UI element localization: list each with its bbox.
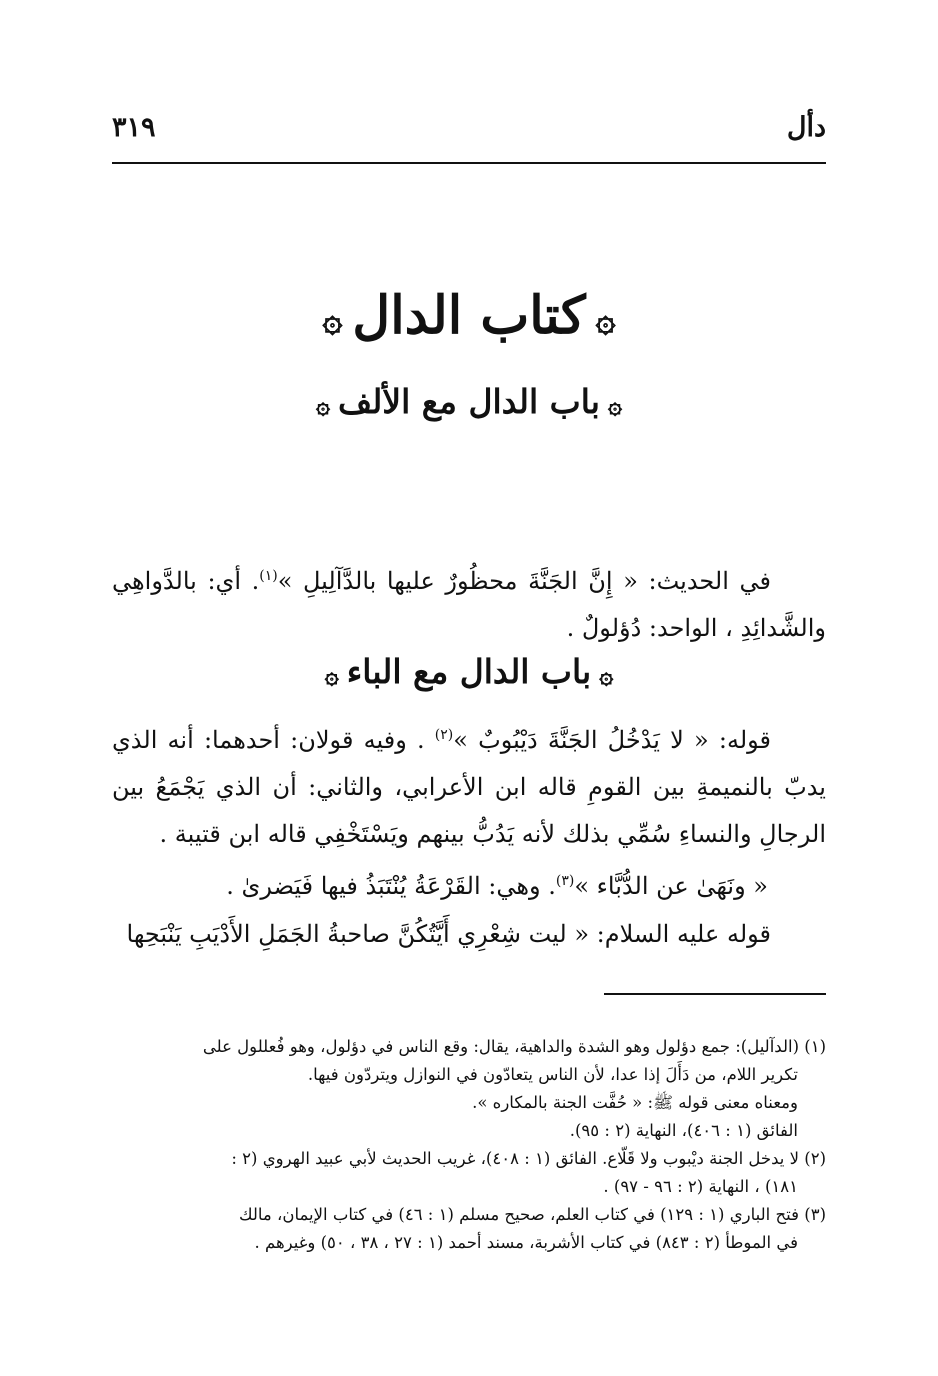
- footnote-1: [112, 1033, 826, 1145]
- ornament-icon: ۞: [324, 659, 339, 689]
- footnote-line: (٢) لا يدخل الجنة ديْبوب ولا قَلّاع. الفائق (١ : ٤٠٨)، غريب الحديث لأبي عبيد الهروي (٢ :: [231, 1149, 826, 1168]
- running-title: دأل: [786, 112, 826, 143]
- paragraph-text: « ونَهَىٰ عن الدُّبَّاء »: [574, 872, 768, 900]
- book-title: [0, 285, 938, 346]
- footnote-line: في الموطأ (٢ : ٨٤٣) في كتاب الأشربة، مسند أحمد (١ : ٢٧ ، ٣٨ ، ٥٠) وغيرهم .: [254, 1233, 798, 1252]
- footnote-line: (١) (الدآليل): جمع دؤلول وهو الشدة والداهية، يقال: وقع الناس في دؤلول، وهو فُعللول على: [202, 1037, 826, 1056]
- paragraph-daybub: [112, 712, 826, 858]
- section-title-ba: [0, 652, 938, 691]
- paragraph-daalil: [112, 553, 826, 652]
- footnote-3: [112, 1201, 826, 1257]
- footnote-line: تكرير اللام، من دَأَلَ إذا عدا، لأن الناس يتعادّون في النوازل ويتردّون فيها.: [307, 1065, 798, 1084]
- footnote-ref: (٢): [434, 727, 454, 743]
- footnote-line: الفائق (١ : ٤٠٦)، النهاية (٢ : ٩٥).: [569, 1121, 798, 1140]
- ornament-icon: ۞: [315, 389, 331, 419]
- footnote-line: ١٨١) ، النهاية (٢ : ٩٦ - ٩٧) .: [603, 1177, 798, 1196]
- book-title-text: كتاب الدال: [352, 285, 586, 346]
- paragraph-adyab: [112, 911, 826, 958]
- paragraph-text: . أي: بالدَّواهِي والشَّدائِدِ ، الواحد: دُؤلولٌ .: [112, 567, 826, 642]
- header-divider: [112, 162, 826, 164]
- footnote-2: [112, 1145, 826, 1201]
- paragraph-text: قوله عليه السلام: « ليت شِعْرِي أَيَّتُكُنَّ صاحبةُ الجَمَلِ الأَدْيَبِ يَنْبَحِها: [126, 920, 771, 948]
- footnote-line: ومعناه معنى قوله ﷺ: « حُفَّت الجنة بالمكاره ».: [472, 1093, 798, 1112]
- paragraph-text: في الحديث: « إِنَّ الجَنَّةَ محظُورٌ عليها بالدَّآلِيلِ »: [277, 567, 771, 595]
- ornament-icon: ۞: [595, 300, 616, 340]
- paragraph-dubba: [112, 858, 768, 910]
- paragraph-text: . وفيه قولان: أحدهما: أنه الذي يدبّ بالنميمةِ بين القومِ قاله ابن الأعرابي، والثاني: أن الذي يَجْمَعُ بين الرجالِ والنساءِ سُمِّي بذلك لأنه يَدُبُّ بينهم ويَسْتَخْفِي قاله ابن قتيبة .: [112, 726, 826, 848]
- ornament-icon: ۞: [607, 389, 623, 419]
- page-number: ٣١٩: [112, 112, 156, 143]
- ornament-icon: ۞: [599, 659, 614, 689]
- section-title-text: باب الدال مع الألف: [338, 382, 600, 421]
- footnotes: [112, 1033, 826, 1257]
- footnote-ref: (٣): [555, 873, 575, 889]
- ornament-icon: ۞: [322, 300, 343, 340]
- footnote-ref: (١): [259, 568, 278, 584]
- section-title-alif: [0, 382, 938, 421]
- paragraph-text: . وهي: القَرْعَةُ يُنْتَبَذُ فيها فَيَضرىٰ .: [226, 872, 556, 900]
- paragraph-text: قوله: « لا يَدْخُلُ الجَنَّةَ دَيْبُوبٌ »: [453, 726, 772, 754]
- footnote-line: (٣) فتح الباري (١ : ١٢٩) في كتاب العلم، صحيح مسلم (١ : ٤٦) في كتاب الإيمان، مالك: [238, 1205, 826, 1224]
- section-title-text: باب الدال مع الباء: [346, 652, 592, 691]
- footnote-divider: [604, 993, 826, 995]
